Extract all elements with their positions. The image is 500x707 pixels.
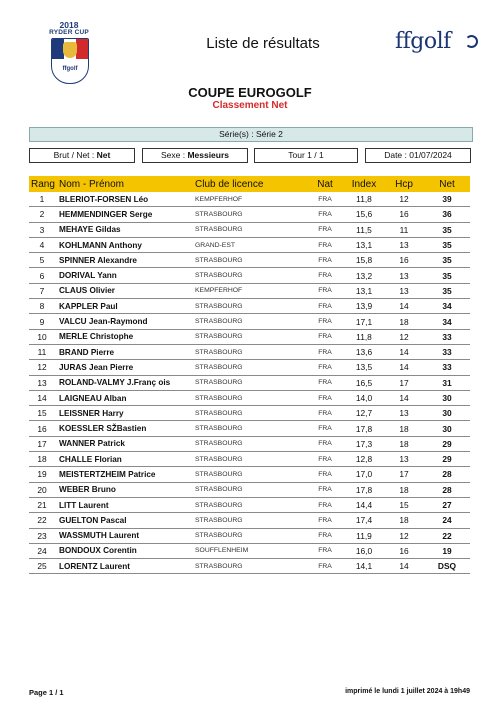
cell-rang: 17 [29, 436, 55, 451]
cell-nom: WEBER Bruno [55, 482, 191, 497]
col-rang: Rang [29, 176, 55, 192]
cell-rang: 23 [29, 528, 55, 543]
cell-nat: FRA [306, 559, 344, 574]
swoosh-icon [465, 35, 478, 48]
cell-nat: FRA [306, 329, 344, 344]
table-row [29, 283, 470, 298]
cell-index: 13,1 [344, 237, 384, 252]
col-nat: Nat [306, 176, 344, 192]
cell-club: STRASBOURG [191, 314, 306, 329]
cell-nat: FRA [306, 344, 344, 359]
cell-hcp: 18 [384, 314, 424, 329]
cell-hcp: 13 [384, 452, 424, 467]
cell-hcp: 18 [384, 436, 424, 451]
cell-net: 27 [424, 497, 470, 512]
cell-nom: MERLE Christophe [55, 329, 191, 344]
col-index: Index [344, 176, 384, 192]
cell-nat: FRA [306, 406, 344, 421]
cell-hcp: 13 [384, 268, 424, 283]
cell-hcp: 18 [384, 421, 424, 436]
filter-brut-value: Net [96, 150, 111, 160]
cell-net: 35 [424, 237, 470, 252]
cell-nom: MEISTERTZHEIM Patrice [55, 467, 191, 482]
table-row [29, 452, 470, 467]
cell-hcp: 12 [384, 528, 424, 543]
cell-club: STRASBOURG [191, 513, 306, 528]
cell-nom: LEISSNER Harry [55, 406, 191, 421]
logo-name: RYDER CUP [49, 29, 89, 36]
cell-rang: 19 [29, 467, 55, 482]
cell-nom: BRAND Pierre [55, 344, 191, 359]
table-row [29, 482, 470, 497]
cell-rang: 15 [29, 406, 55, 421]
cell-index: 14,4 [344, 497, 384, 512]
cell-nom: DORIVAL Yann [55, 268, 191, 283]
series-bar: Série(s) : Série 2 [29, 127, 473, 142]
page-number: Page 1 / 1 [29, 688, 64, 697]
cell-club: STRASBOURG [191, 375, 306, 390]
results-table [29, 176, 470, 574]
cell-hcp: 16 [384, 543, 424, 558]
table-row [29, 299, 470, 314]
table-row [29, 222, 470, 237]
filter-tour: Tour 1 / 1 [254, 148, 358, 163]
cell-net: 28 [424, 482, 470, 497]
cell-index: 17,1 [344, 314, 384, 329]
cell-hcp: 15 [384, 497, 424, 512]
col-hcp: Hcp [384, 176, 424, 192]
cell-nom: WANNER Patrick [55, 436, 191, 451]
cell-club: STRASBOURG [191, 406, 306, 421]
cell-nom: LAIGNEAU Alban [55, 390, 191, 405]
cell-club: STRASBOURG [191, 482, 306, 497]
cell-net: 29 [424, 436, 470, 451]
table-row [29, 375, 470, 390]
trophy-icon [63, 42, 77, 58]
cell-nom: BONDOUX Corentin [55, 543, 191, 558]
cell-net: 34 [424, 299, 470, 314]
cell-index: 11,9 [344, 528, 384, 543]
cell-club: STRASBOURG [191, 467, 306, 482]
cell-rang: 9 [29, 314, 55, 329]
cell-hcp: 14 [384, 390, 424, 405]
cell-club: STRASBOURG [191, 253, 306, 268]
cell-index: 17,0 [344, 467, 384, 482]
table-row [29, 344, 470, 359]
cell-nom: MEHAYE Gildas [55, 222, 191, 237]
cell-hcp: 13 [384, 406, 424, 421]
logo-year: 2018 [59, 20, 79, 30]
cell-rang: 20 [29, 482, 55, 497]
cell-rang: 4 [29, 237, 55, 252]
cell-hcp: 11 [384, 222, 424, 237]
cell-hcp: 12 [384, 329, 424, 344]
cell-index: 17,3 [344, 436, 384, 451]
cell-hcp: 13 [384, 283, 424, 298]
cell-nom: SPINNER Alexandre [55, 253, 191, 268]
table-row [29, 329, 470, 344]
cell-rang: 1 [29, 192, 55, 207]
cell-club: STRASBOURG [191, 390, 306, 405]
cell-net: 33 [424, 344, 470, 359]
print-date: imprimé le lundi 1 juillet 2024 à 19h49 [345, 688, 470, 695]
table-row [29, 513, 470, 528]
cell-index: 15,8 [344, 253, 384, 268]
cell-club: STRASBOURG [191, 360, 306, 375]
col-club: Club de licence [191, 176, 306, 192]
cell-rang: 16 [29, 421, 55, 436]
cell-rang: 8 [29, 299, 55, 314]
cell-club: STRASBOURG [191, 222, 306, 237]
cell-club: STRASBOURG [191, 207, 306, 222]
cell-index: 17,4 [344, 513, 384, 528]
filter-brut-net [29, 148, 135, 163]
table-row [29, 528, 470, 543]
cell-rang: 2 [29, 207, 55, 222]
cell-nom: KOESSLER SŽBastien [55, 421, 191, 436]
cell-hcp: 16 [384, 253, 424, 268]
cell-nom: KAPPLER Paul [55, 299, 191, 314]
cell-club: SOUFFLENHEIM [191, 543, 306, 558]
cell-nat: FRA [306, 513, 344, 528]
cell-index: 14,0 [344, 390, 384, 405]
cell-net: 39 [424, 192, 470, 207]
cell-rang: 13 [29, 375, 55, 390]
cell-net: 36 [424, 207, 470, 222]
cell-index: 13,9 [344, 299, 384, 314]
cell-net: 35 [424, 253, 470, 268]
filter-sexe-value: Messieurs [187, 150, 230, 160]
ryder-cup-logo [37, 18, 101, 84]
cell-rang: 11 [29, 344, 55, 359]
cell-nat: FRA [306, 467, 344, 482]
cell-index: 11,5 [344, 222, 384, 237]
cell-nat: FRA [306, 222, 344, 237]
cell-nat: FRA [306, 237, 344, 252]
cell-nom: GUELTON Pascal [55, 513, 191, 528]
cell-nom: LITT Laurent [55, 497, 191, 512]
cell-net: 29 [424, 452, 470, 467]
cell-net: 35 [424, 268, 470, 283]
cell-nat: FRA [306, 482, 344, 497]
cell-hcp: 14 [384, 559, 424, 574]
cell-nat: FRA [306, 283, 344, 298]
cell-net: 35 [424, 222, 470, 237]
cell-club: STRASBOURG [191, 268, 306, 283]
cell-nat: FRA [306, 268, 344, 283]
cell-net: 19 [424, 543, 470, 558]
cell-club: KEMPFERHOF [191, 192, 306, 207]
cell-nom: LORENTZ Laurent [55, 559, 191, 574]
cell-index: 11,8 [344, 329, 384, 344]
cell-index: 13,2 [344, 268, 384, 283]
cell-rang: 12 [29, 360, 55, 375]
cell-nom: WASSMUTH Laurent [55, 528, 191, 543]
cell-club: GRAND-EST [191, 237, 306, 252]
cell-rang: 14 [29, 390, 55, 405]
cell-index: 13,5 [344, 360, 384, 375]
table-row [29, 559, 470, 574]
cell-hcp: 14 [384, 344, 424, 359]
cell-net: DSQ [424, 559, 470, 574]
col-net: Net [424, 176, 470, 192]
cell-rang: 6 [29, 268, 55, 283]
cell-nom: CHALLE Florian [55, 452, 191, 467]
cell-club: STRASBOURG [191, 452, 306, 467]
table-row [29, 543, 470, 558]
cell-net: 35 [424, 283, 470, 298]
cell-nat: FRA [306, 360, 344, 375]
cell-club: STRASBOURG [191, 421, 306, 436]
cell-index: 15,6 [344, 207, 384, 222]
cell-rang: 21 [29, 497, 55, 512]
cell-nom: VALCU Jean-Raymond [55, 314, 191, 329]
cell-net: 24 [424, 513, 470, 528]
cell-rang: 5 [29, 253, 55, 268]
cell-hcp: 17 [384, 375, 424, 390]
cell-index: 17,8 [344, 482, 384, 497]
cell-club: STRASBOURG [191, 436, 306, 451]
cell-nom: CLAUS Olivier [55, 283, 191, 298]
cell-index: 16,0 [344, 543, 384, 558]
cell-net: 31 [424, 375, 470, 390]
filter-brut-label: Brut / Net : [53, 150, 95, 160]
cell-nat: FRA [306, 452, 344, 467]
filter-sexe [142, 148, 248, 163]
cell-index: 12,8 [344, 452, 384, 467]
table-row [29, 253, 470, 268]
cell-hcp: 13 [384, 237, 424, 252]
cell-nat: FRA [306, 253, 344, 268]
cell-net: 30 [424, 390, 470, 405]
cell-nat: FRA [306, 390, 344, 405]
cell-nat: FRA [306, 528, 344, 543]
cell-club: KEMPFERHOF [191, 283, 306, 298]
table-row [29, 421, 470, 436]
cell-index: 16,5 [344, 375, 384, 390]
cell-hcp: 14 [384, 360, 424, 375]
cell-nat: FRA [306, 497, 344, 512]
cell-rang: 25 [29, 559, 55, 574]
table-header-row [29, 176, 470, 192]
cell-club: STRASBOURG [191, 344, 306, 359]
cell-index: 12,7 [344, 406, 384, 421]
table-row [29, 497, 470, 512]
cell-index: 13,6 [344, 344, 384, 359]
table-row [29, 192, 470, 207]
table-row [29, 237, 470, 252]
cell-index: 17,8 [344, 421, 384, 436]
cell-hcp: 12 [384, 192, 424, 207]
filter-sexe-label: Sexe : [160, 150, 186, 160]
cell-rang: 7 [29, 283, 55, 298]
page-title: Liste de résultats [206, 35, 320, 52]
cell-nat: FRA [306, 543, 344, 558]
cell-club: STRASBOURG [191, 329, 306, 344]
event-name: COUPE EUROGOLF [188, 85, 312, 100]
cell-index: 11,8 [344, 192, 384, 207]
cell-hcp: 18 [384, 482, 424, 497]
cell-nom: BLERIOT-FORSEN Léo [55, 192, 191, 207]
cell-club: STRASBOURG [191, 497, 306, 512]
cell-hcp: 17 [384, 467, 424, 482]
cell-club: STRASBOURG [191, 559, 306, 574]
cell-nat: FRA [306, 314, 344, 329]
table-row [29, 314, 470, 329]
cell-nom: KOHLMANN Anthony [55, 237, 191, 252]
table-row [29, 436, 470, 451]
cell-nat: FRA [306, 421, 344, 436]
logo-sub: ffgolf [62, 66, 78, 72]
cell-index: 13,1 [344, 283, 384, 298]
shield-icon [51, 38, 89, 84]
table-row [29, 268, 470, 283]
cell-club: STRASBOURG [191, 528, 306, 543]
cell-rang: 22 [29, 513, 55, 528]
cell-net: 30 [424, 421, 470, 436]
cell-nom: JURAS Jean Pierre [55, 360, 191, 375]
cell-rang: 10 [29, 329, 55, 344]
cell-net: 28 [424, 467, 470, 482]
brand-text: ffgolf [395, 29, 451, 54]
cell-net: 22 [424, 528, 470, 543]
cell-rang: 3 [29, 222, 55, 237]
table-row [29, 467, 470, 482]
col-nom: Nom - Prénom [55, 176, 191, 192]
cell-club: STRASBOURG [191, 299, 306, 314]
cell-nom: ROLAND-VALMY J.Franç ois [55, 375, 191, 390]
cell-nat: FRA [306, 207, 344, 222]
cell-rang: 24 [29, 543, 55, 558]
ranking-subtitle: Classement Net [212, 100, 288, 111]
cell-hcp: 16 [384, 207, 424, 222]
cell-nat: FRA [306, 299, 344, 314]
cell-nom: HEMMENDINGER Serge [55, 207, 191, 222]
cell-hcp: 14 [384, 299, 424, 314]
cell-net: 33 [424, 329, 470, 344]
cell-nat: FRA [306, 436, 344, 451]
cell-net: 30 [424, 406, 470, 421]
cell-hcp: 18 [384, 513, 424, 528]
cell-nat: FRA [306, 192, 344, 207]
table-row [29, 360, 470, 375]
table-row [29, 390, 470, 405]
filter-date: Date : 01/07/2024 [365, 148, 471, 163]
cell-index: 14,1 [344, 559, 384, 574]
cell-rang: 18 [29, 452, 55, 467]
ffgolf-logo [395, 29, 485, 61]
table-row [29, 406, 470, 421]
cell-nat: FRA [306, 375, 344, 390]
cell-net: 34 [424, 314, 470, 329]
table-row [29, 207, 470, 222]
cell-net: 33 [424, 360, 470, 375]
